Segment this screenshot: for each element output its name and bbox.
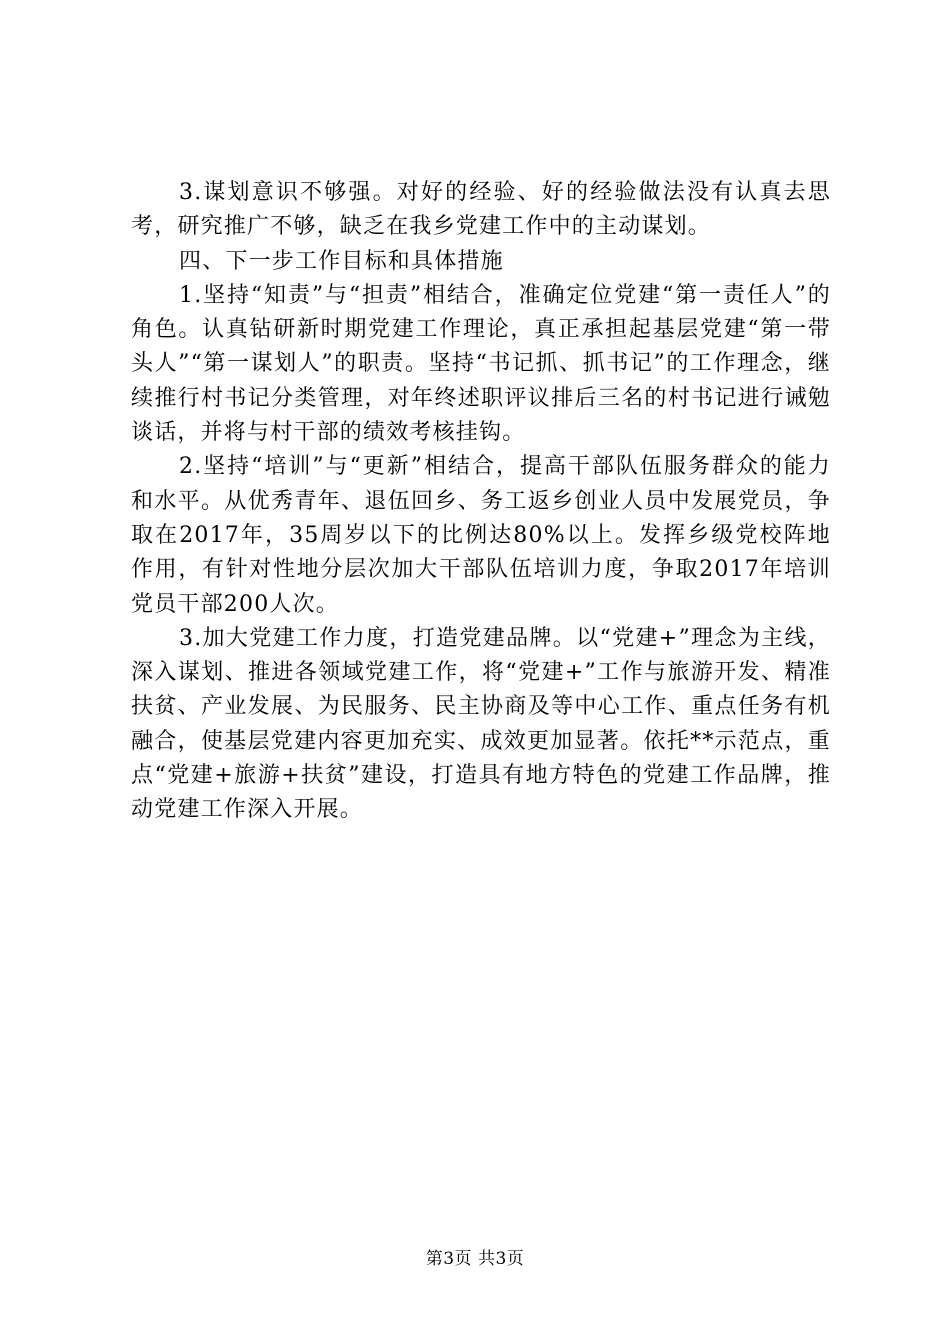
paragraph-measure-1: 1.坚持“知责”与“担责”相结合，准确定位党建“第一责任人”的角色。认真钻研新时期党建工作理论，真正承担起基层党建“第一带头人”“第一谋划人”的职责。坚持“书记抓、抓书记”的工作理念，继续推行村书记分类管理，对年终述职评议排后三名的村书记进行诫勉谈话，并将与村干部的绩效考核挂钩。 xyxy=(131,282,831,446)
page-number-footer: 第3页 共3页 xyxy=(425,1249,525,1269)
paragraph-measure-2: 2.坚持“培训”与“更新”相结合，提高干部队伍服务群众的能力和水平。从优秀青年、退伍回乡、务工返乡创业人员中发展党员，争取在2017年，35周岁以下的比例达80%以上。发挥乡级党校阵地作用，有针对性地分层次加大干部队伍培训力度，争取2017年培训党员干部200人次。 xyxy=(131,454,831,617)
paragraph-problem-3: 3.谋划意识不够强。对好的经验、好的经验做法没有认真去思考，研究推广不够，缺乏在我乡党建工作中的主动谋划。 xyxy=(131,180,831,240)
section-heading-next-steps: 四、下一步工作目标和具体措施 xyxy=(179,248,504,274)
paragraph-measure-3: 3.加大党建工作力度，打造党建品牌。以“党建+”理念为主线，深入谋划、推进各领域党建工作，将“党建+”工作与旅游开发、精准扶贫、产业发展、为民服务、民主协商及等中心工作、重点任务有机融合，使基层党建内容更加充实、成效更加显著。依托**示范点，重点“党建+旅游+扶贫”建设，打造具有地方特色的党建工作品牌，推动党建工作深入开展。 xyxy=(131,625,831,823)
document-body xyxy=(131,176,831,828)
